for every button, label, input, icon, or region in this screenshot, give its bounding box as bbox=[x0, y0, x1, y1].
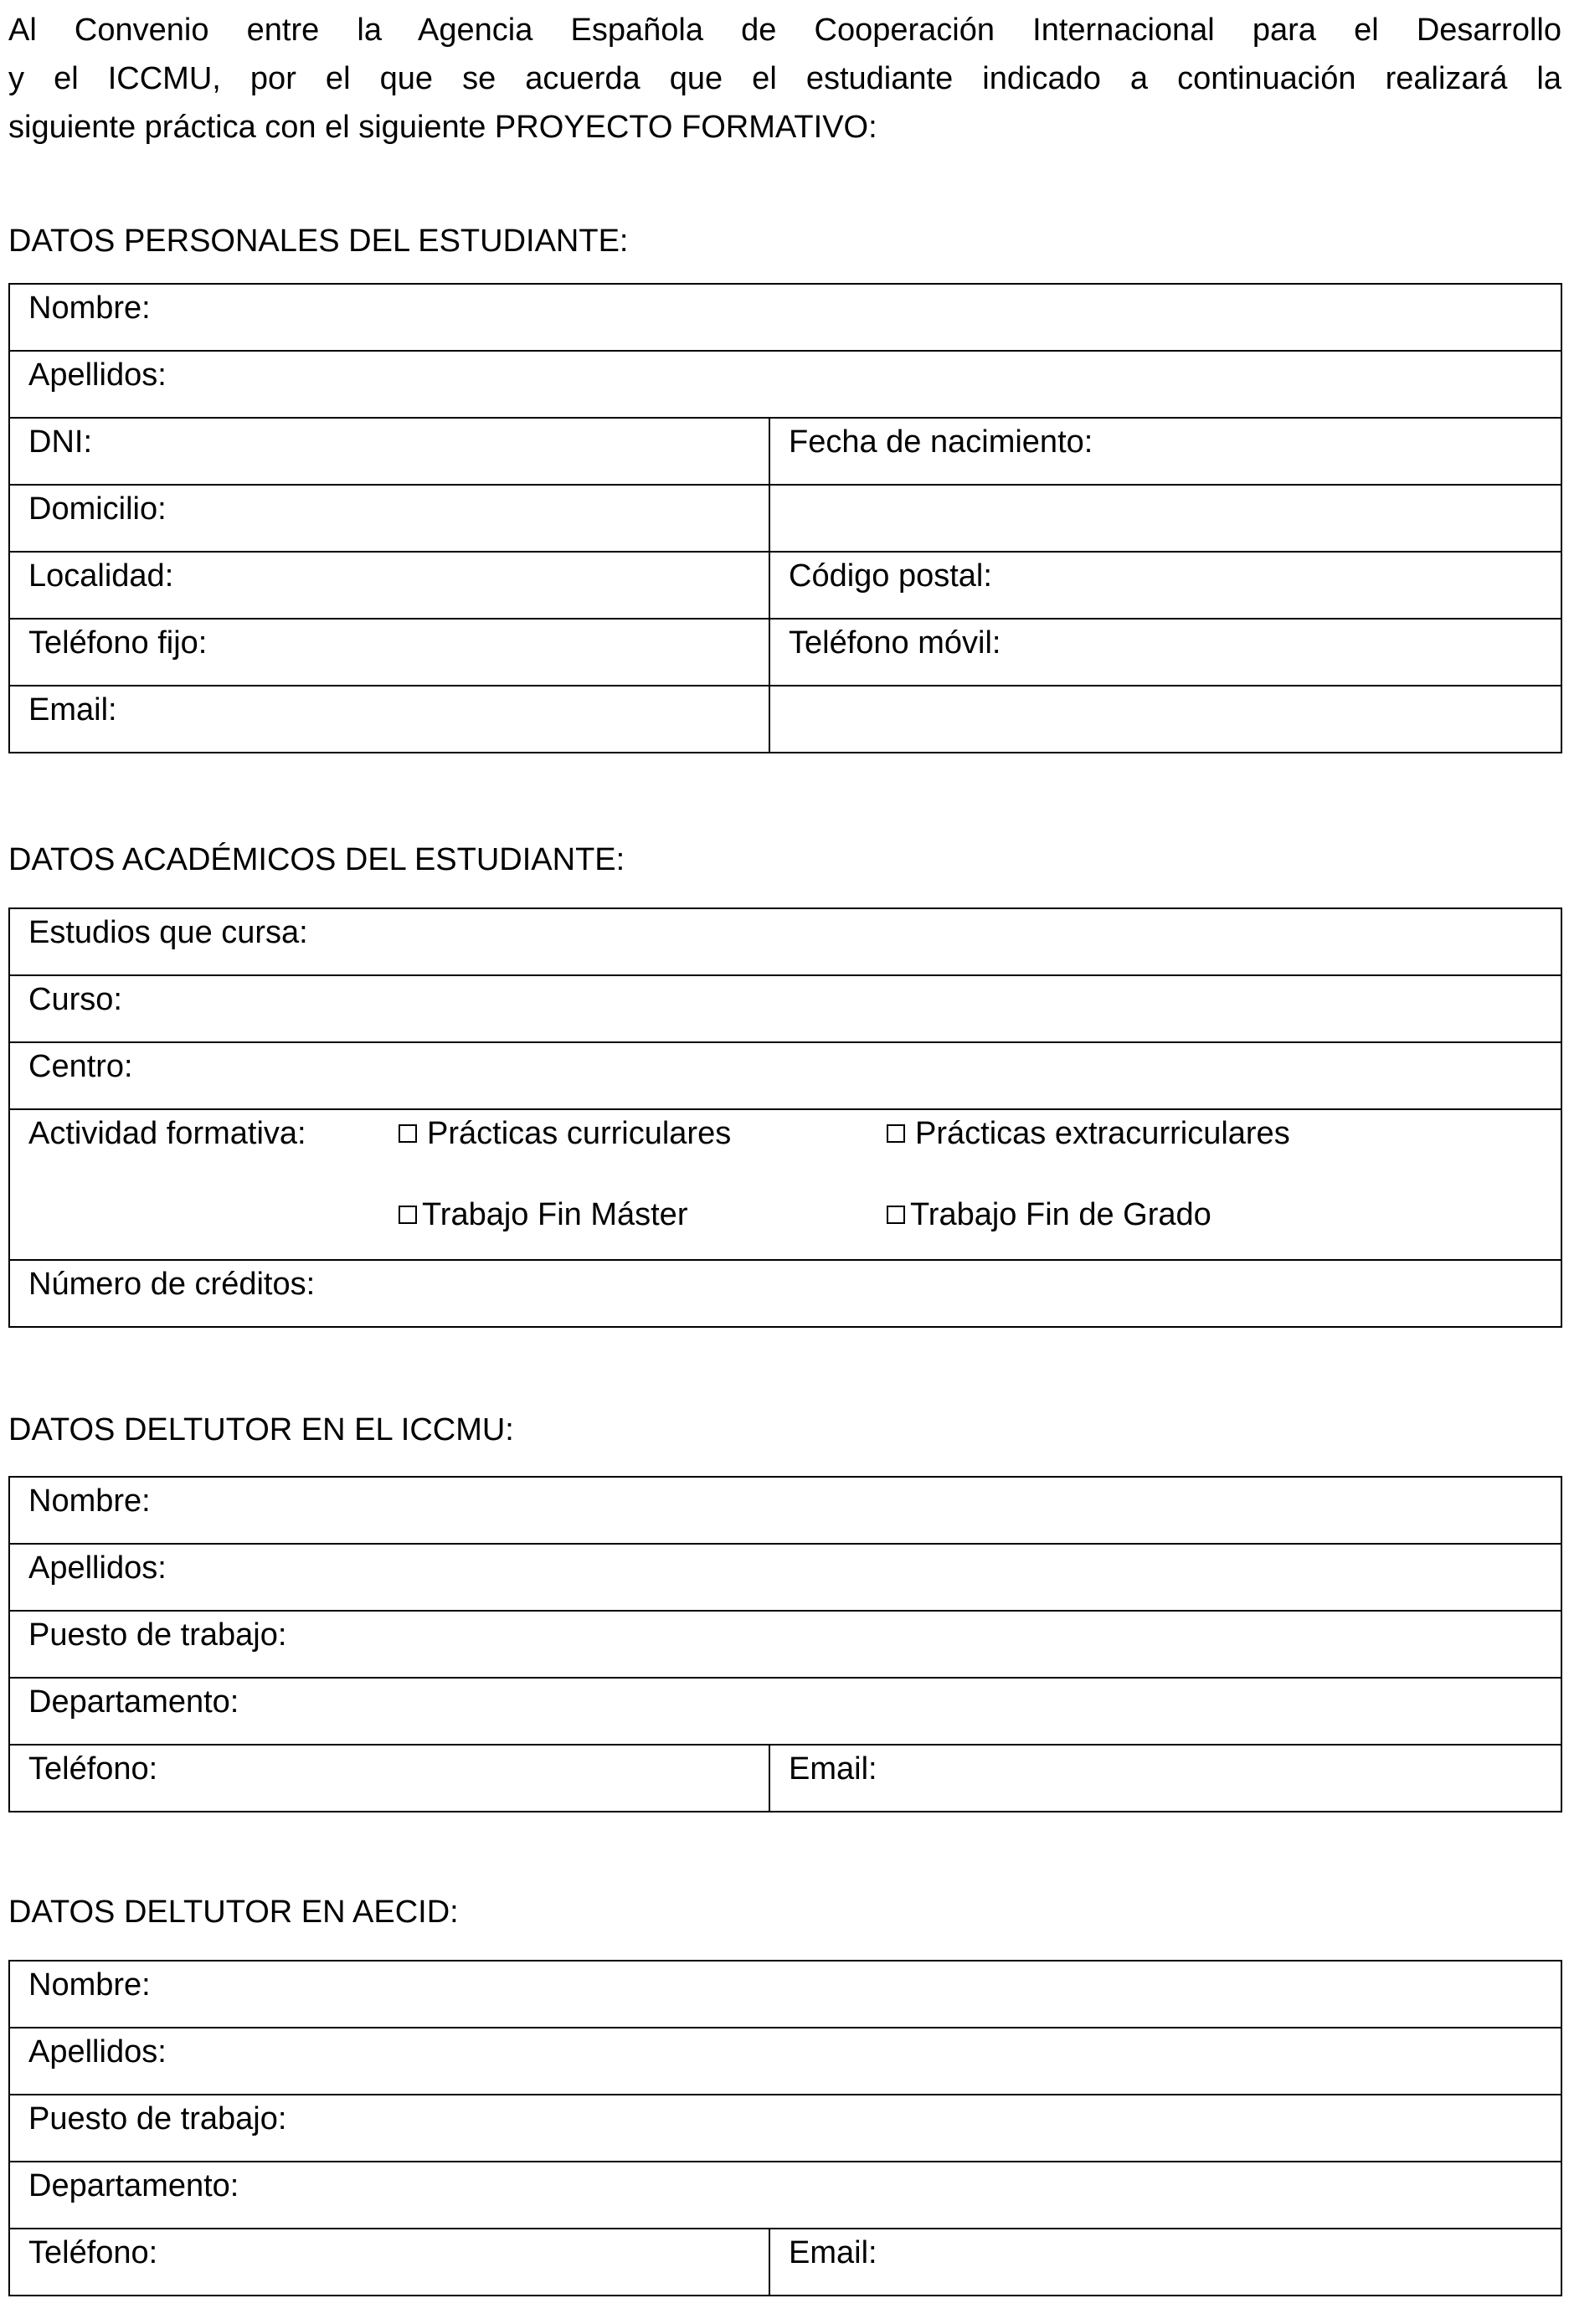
checkbox-practicas-extracurriculares[interactable] bbox=[887, 1117, 1290, 1150]
codigo-postal-field[interactable]: Código postal: bbox=[769, 552, 1561, 619]
tutor-aecid-puesto-field[interactable]: Puesto de trabajo: bbox=[9, 2095, 1561, 2162]
checkbox-icon[interactable] bbox=[887, 1124, 905, 1143]
academic-data-table bbox=[8, 907, 1562, 1328]
tutor-iccmu-email-field[interactable]: Email: bbox=[769, 1745, 1561, 1812]
tutor-aecid-apellidos-field[interactable]: Apellidos: bbox=[9, 2028, 1561, 2095]
checkbox-icon[interactable] bbox=[399, 1124, 417, 1143]
option-label: Prácticas extracurriculares bbox=[915, 1116, 1290, 1151]
nombre-field[interactable]: Nombre: bbox=[9, 284, 1561, 351]
centro-field[interactable]: Centro: bbox=[9, 1042, 1561, 1109]
tutor-aecid-departamento-field[interactable]: Departamento: bbox=[9, 2162, 1561, 2229]
personal-data-table bbox=[8, 283, 1562, 753]
personal-heading: DATOS PERSONALES DEL ESTUDIANTE: bbox=[8, 224, 629, 259]
option-label: Trabajo Fin de Grado bbox=[910, 1197, 1211, 1232]
fecha-nacimiento-field[interactable]: Fecha de nacimiento: bbox=[769, 418, 1561, 485]
email-field[interactable]: Email: bbox=[9, 686, 769, 753]
option-label: Prácticas curriculares bbox=[427, 1116, 732, 1151]
dni-field[interactable]: DNI: bbox=[9, 418, 769, 485]
tutor-aecid-telefono-field[interactable]: Teléfono: bbox=[9, 2229, 769, 2296]
tutor-iccmu-departamento-field[interactable]: Departamento: bbox=[9, 1678, 1561, 1745]
tutor-aecid-email-field[interactable]: Email: bbox=[769, 2229, 1561, 2296]
tutor-aecid-table bbox=[8, 1960, 1562, 2296]
curso-field[interactable]: Curso: bbox=[9, 975, 1561, 1042]
tutor-iccmu-puesto-field[interactable]: Puesto de trabajo: bbox=[9, 1611, 1561, 1678]
telefono-fijo-field[interactable]: Teléfono fijo: bbox=[9, 619, 769, 686]
tutor-iccmu-nombre-field[interactable]: Nombre: bbox=[9, 1477, 1561, 1544]
option-label: Trabajo Fin Máster bbox=[422, 1197, 688, 1232]
tutor-iccmu-heading: DATOS DELTUTOR EN EL ICCMU: bbox=[8, 1412, 514, 1447]
estudios-field[interactable]: Estudios que cursa: bbox=[9, 908, 1561, 975]
checkbox-icon[interactable] bbox=[399, 1206, 417, 1224]
tutor-aecid-nombre-field[interactable]: Nombre: bbox=[9, 1961, 1561, 2028]
academic-heading: DATOS ACADÉMICOS DEL ESTUDIANTE: bbox=[8, 842, 625, 877]
empty-cell bbox=[769, 485, 1561, 552]
domicilio-field[interactable]: Domicilio: bbox=[9, 485, 769, 552]
tutor-aecid-heading: DATOS DELTUTOR EN AECID: bbox=[8, 1895, 459, 1930]
telefono-movil-field[interactable]: Teléfono móvil: bbox=[769, 619, 1561, 686]
creditos-field[interactable]: Número de créditos: bbox=[9, 1260, 1561, 1327]
tutor-iccmu-table bbox=[8, 1476, 1562, 1812]
localidad-field[interactable]: Localidad: bbox=[9, 552, 769, 619]
intro-paragraph bbox=[8, 8, 1561, 154]
empty-cell bbox=[769, 686, 1561, 753]
intro-line: siguiente práctica con el siguiente PROYECTO FORMATIVO: bbox=[8, 110, 877, 145]
checkbox-practicas-curriculares[interactable] bbox=[399, 1117, 731, 1150]
tutor-iccmu-telefono-field[interactable]: Teléfono: bbox=[9, 1745, 769, 1812]
apellidos-field[interactable]: Apellidos: bbox=[9, 351, 1561, 418]
tutor-iccmu-apellidos-field[interactable]: Apellidos: bbox=[9, 1544, 1561, 1611]
actividad-label: Actividad formativa: bbox=[28, 1116, 306, 1151]
checkbox-trabajo-fin-master[interactable] bbox=[399, 1198, 687, 1231]
intro-line: Al Convenio entre la Agencia Española de Cooperación Internacional para el Desarrollo bbox=[8, 13, 1561, 48]
actividad-formativa-row bbox=[9, 1109, 1561, 1260]
checkbox-trabajo-fin-grado[interactable] bbox=[887, 1198, 1211, 1231]
checkbox-icon[interactable] bbox=[887, 1206, 905, 1224]
intro-line: y el ICCMU, por el que se acuerda que el estudiante indicado a continuación realizará la bbox=[8, 61, 1561, 96]
